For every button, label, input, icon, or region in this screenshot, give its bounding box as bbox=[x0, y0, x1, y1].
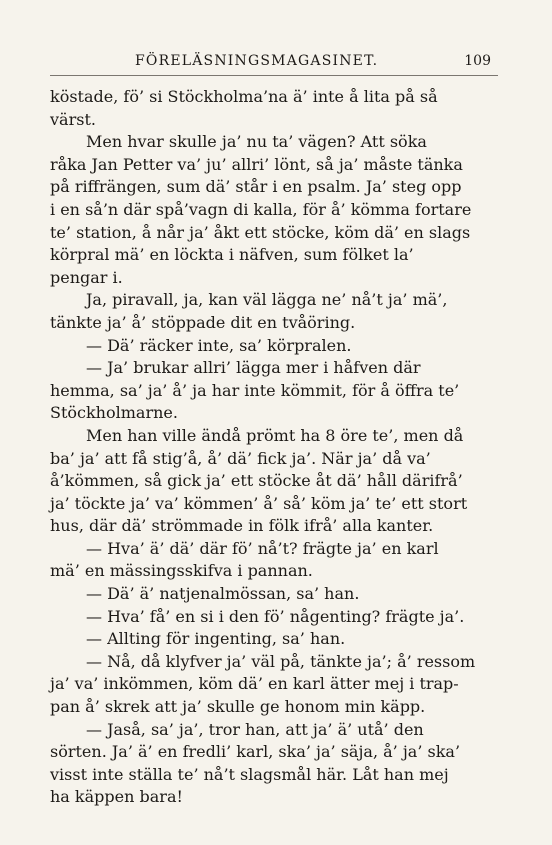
text-line: — Jaså, sa’ ja’, tror han, att ja’ ä’ utå’ den bbox=[86, 719, 424, 739]
text-line: köstade, fö’ si Stöckholma’na ä’ inte å lita på så bbox=[50, 87, 438, 106]
text-line: i en så’n där spå’vagn di kalla, för å’ kömma fortare bbox=[50, 199, 472, 219]
text-line: på riffrängen, sum dä’ står i en psalm. Ja’ steg opp bbox=[50, 177, 462, 197]
text-line: värst. bbox=[50, 109, 96, 129]
text-line: ja’ töckte ja’ va’ kömmen’ å’ så’ köm ja’ te’ ett stort bbox=[50, 493, 468, 513]
text-line: sörten. Ja’ ä’ en fredli’ karl, ska’ ja’ säja, å’ ja’ ska’ bbox=[50, 742, 461, 762]
page-number: 109 bbox=[464, 53, 491, 69]
text-line: Stöckholmarne. bbox=[50, 403, 178, 423]
text-line: Men han ville ändå prömt ha 8 öre te’, men då bbox=[86, 425, 464, 445]
text-line: Ja, piravall, ja, kan väl lägga ne’ nå’t ja’ mä’, bbox=[86, 290, 448, 310]
text-line: mä’ en mässingsskifva i pannan. bbox=[50, 561, 313, 581]
text-line: å’kömmen, så gick ja’ ett stöcke åt dä’ håll därifrå’ bbox=[50, 471, 463, 491]
text-line: pan å’ skrek att ja’ skulle ge honom min käpp. bbox=[50, 697, 426, 717]
text-line: ha käppen bara! bbox=[50, 787, 183, 807]
body-text bbox=[50, 86, 495, 809]
running-title: FÖRELÄSNINGSMAGASINET. bbox=[135, 53, 379, 69]
text-line: ba’ ja’ att få stig’å, å’ dä’ fick ja’. När ja’ då va’ bbox=[50, 448, 431, 468]
text-line: Men hvar skulle ja’ nu ta’ vägen? Att söka bbox=[86, 132, 427, 152]
text-line: te’ station, å når ja’ åkt ett stöcke, köm dä’ en slags bbox=[50, 222, 471, 242]
text-line: körpral mä’ en löckta i näfven, sum fölket la’ bbox=[50, 245, 414, 265]
text-line: pengar i. bbox=[50, 267, 123, 287]
text-line: ja’ va’ inkömmen, köm dä’ en karl ätter mej i trap- bbox=[50, 674, 459, 694]
text-line: tänkte ja’ å’ stöppade dit en tvåöring. bbox=[50, 312, 356, 332]
text-line: visst inte ställa te’ nå’t slagsmål här. Låt han mej bbox=[50, 764, 449, 784]
text-line: — Allting för ingenting, sa’ han. bbox=[86, 629, 346, 649]
text-line: — Ja’ brukar allri’ lägga mer i håfven där bbox=[86, 358, 421, 378]
text-line: hemma, sa’ ja’ å’ ja har inte kömmit, för å öffra te’ bbox=[50, 380, 460, 400]
header-rule bbox=[50, 75, 498, 76]
text-line: — Hva’ få’ en si i den fö’ någenting? frägte ja’. bbox=[86, 606, 465, 626]
text-line: hus, där dä’ strömmade in fölk ifrå’ alla kanter. bbox=[50, 516, 434, 536]
text-line: — Dä’ räcker inte, sa’ körpralen. bbox=[86, 335, 352, 355]
running-header bbox=[50, 50, 495, 72]
text-line: — Dä’ ä’ natjenalmössan, sa’ han. bbox=[86, 584, 360, 604]
text-line: råka Jan Petter va’ ju’ allri’ lönt, så ja’ måste tänka bbox=[50, 154, 463, 174]
text-line: — Nå, då klyfver ja’ väl på, tänkte ja’; å’ ressom bbox=[86, 651, 476, 671]
text-line: — Hva’ ä’ dä’ där fö’ nå’t? frägte ja’ en karl bbox=[86, 538, 439, 558]
